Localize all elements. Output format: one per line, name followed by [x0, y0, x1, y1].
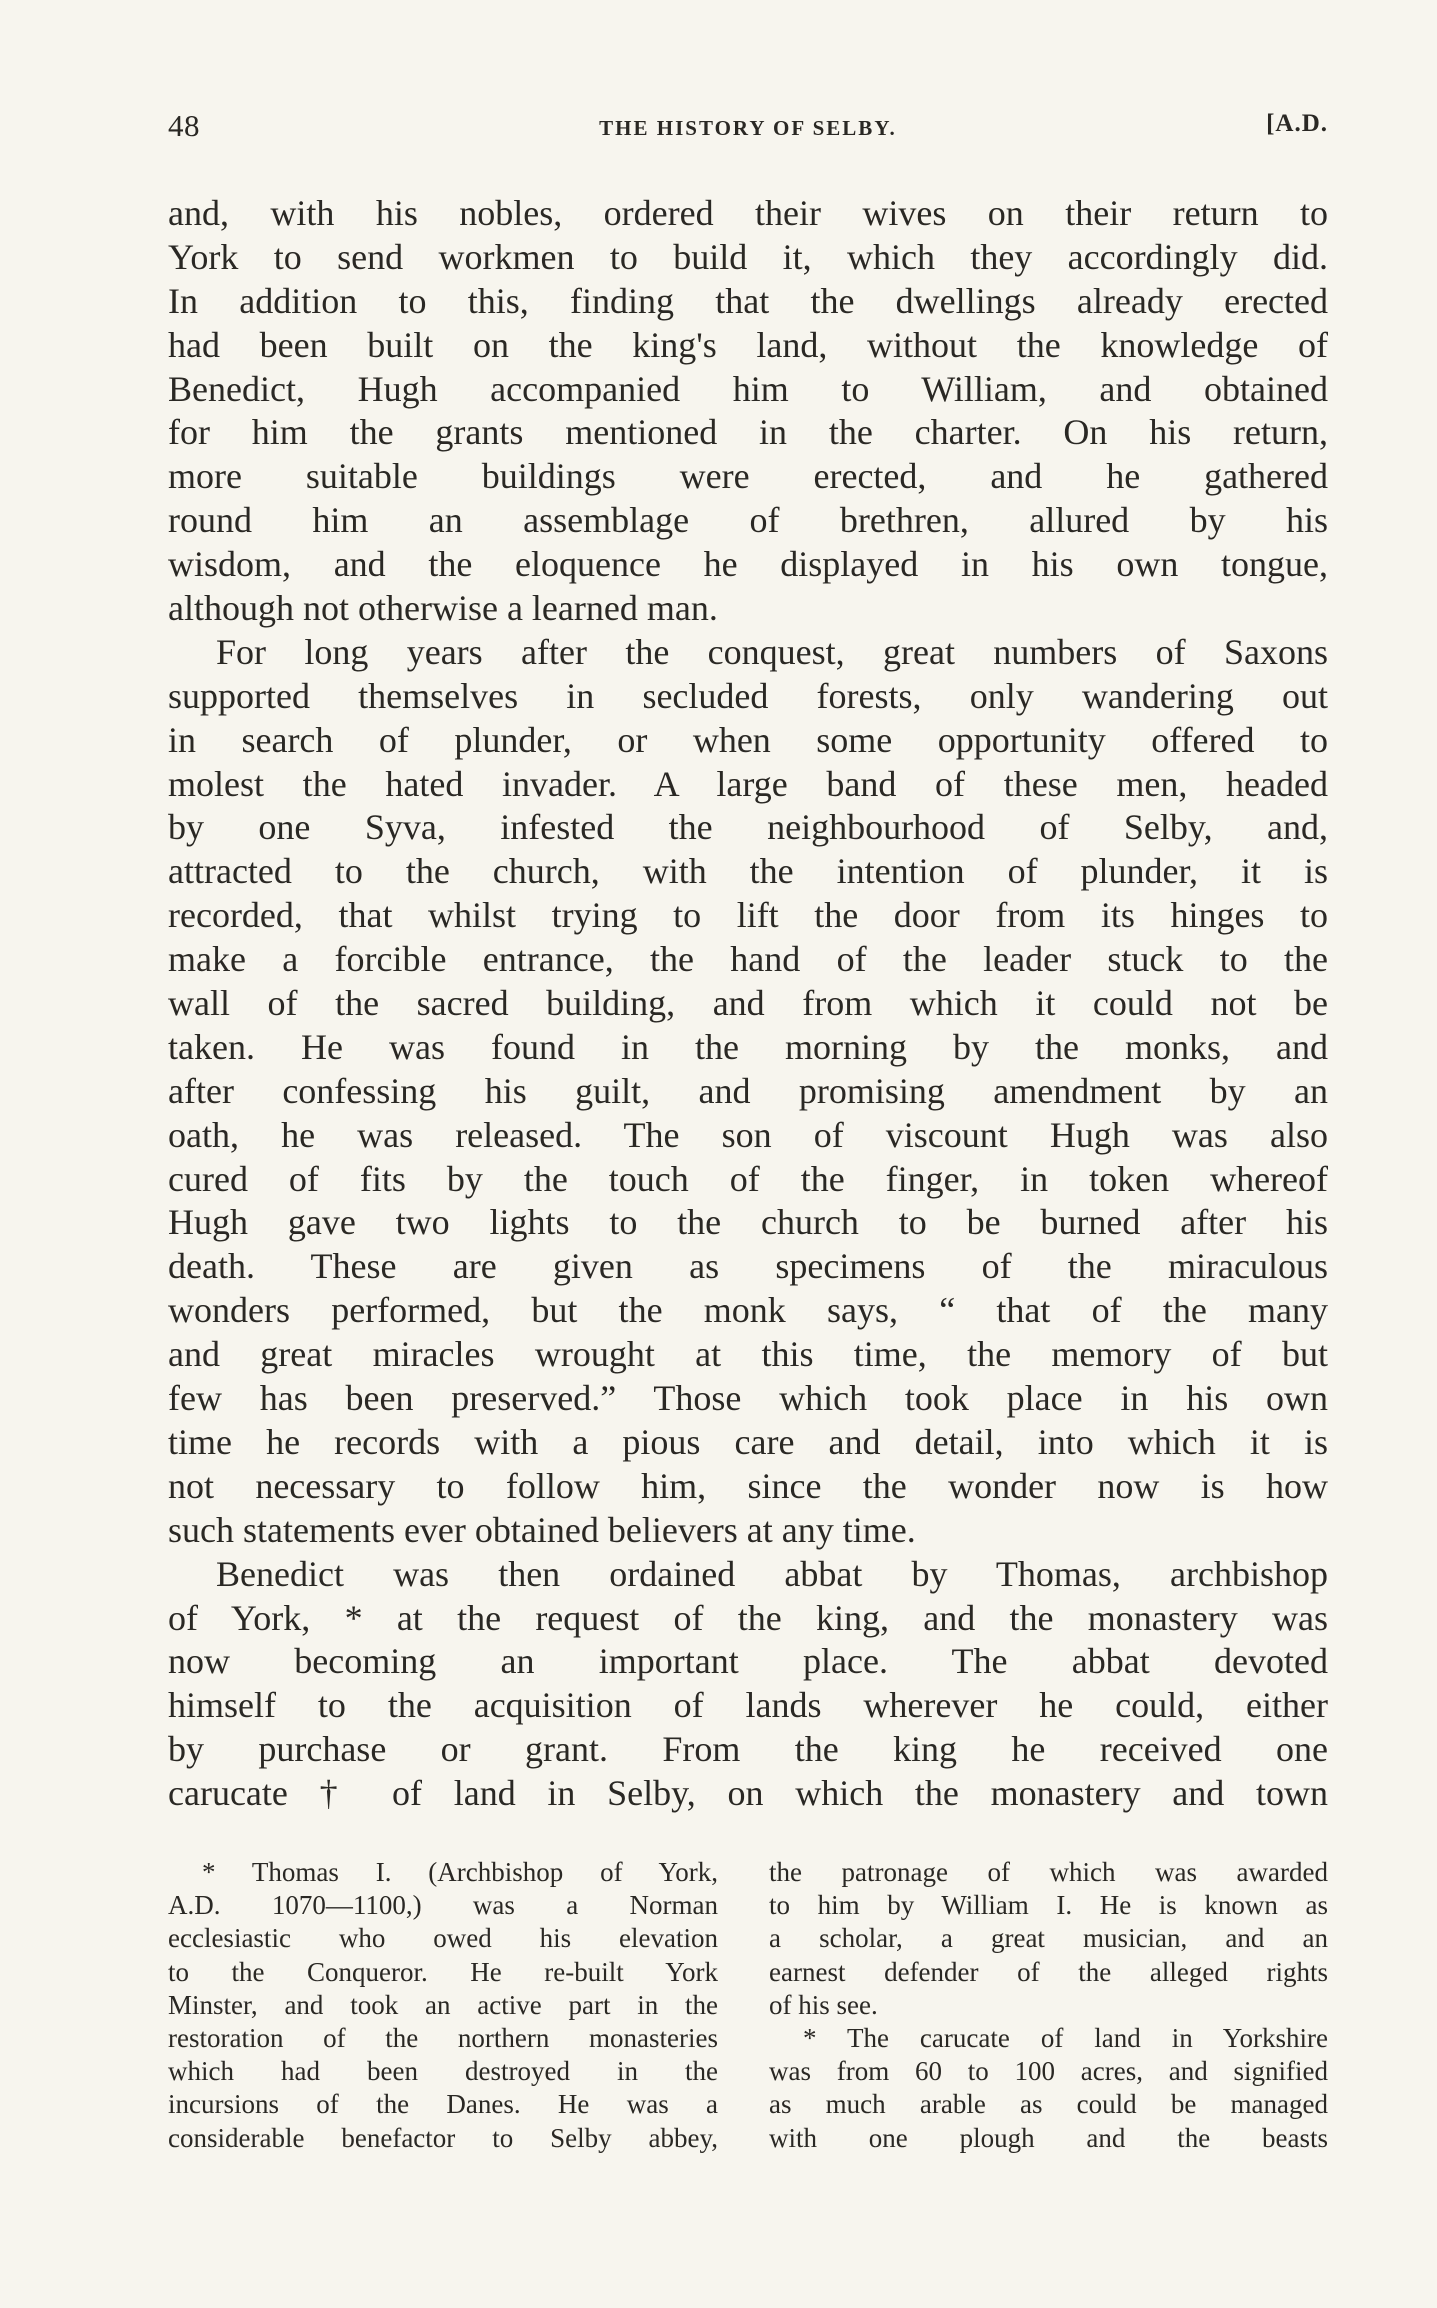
footnote-line: as much arable as could be managed — [769, 2089, 1328, 2120]
text-line: wonders performed, but the monk says, “ that of the many — [168, 1290, 1328, 1331]
text-line: not necessary to follow him, since the wonder now is how — [168, 1465, 1328, 1506]
text-line: York to send workmen to build it, which they accordingly did. — [168, 236, 1328, 277]
text-line: supported themselves in secluded forests, only wandering out — [168, 675, 1328, 716]
footnote-line: considerable benefactor to Selby abbey, — [168, 2122, 718, 2153]
footnote-column-left — [168, 1856, 718, 2155]
text-line: and, with his nobles, ordered their wives on their return to — [168, 193, 1328, 233]
text-line: time he records with a pious care and detail, into which it is — [168, 1421, 1328, 1462]
text-line: make a forcible entrance, the hand of the leader stuck to the — [168, 939, 1328, 980]
footnote-line: ecclesiastic who owed his elevation — [168, 1923, 718, 1954]
footnote-line: to him by William I. He is known as — [769, 1890, 1328, 1921]
text-line: of York, * at the request of the king, and the monastery was — [168, 1597, 1328, 1638]
era-mark: [A.D. — [1266, 110, 1328, 137]
text-line: although not otherwise a learned man. — [168, 588, 718, 629]
page-header — [168, 108, 1328, 148]
text-line: in search of plunder, or when some opportunity offered to — [168, 719, 1328, 760]
text-line: more suitable buildings were erected, and he gathered — [168, 456, 1328, 497]
text-line: had been built on the king's land, without the knowledge of — [168, 324, 1328, 365]
text-line: wisdom, and the eloquence he displayed in his own tongue, — [168, 544, 1328, 585]
text-line: recorded, that whilst trying to lift the door from its hinges to — [168, 895, 1328, 936]
footnote-line: was from 60 to 100 acres, and signified — [769, 2056, 1328, 2087]
footnote-line: of his see. — [769, 1989, 878, 2020]
text-line: for him the grants mentioned in the charter. On his return, — [168, 412, 1328, 453]
main-text — [168, 192, 1328, 1816]
text-line: In addition to this, finding that the dwellings already erected — [168, 280, 1328, 321]
footnote-line: * Thomas I. (Archbishop of York, — [202, 1857, 718, 1887]
text-line: now becoming an important place. The abbat devoted — [168, 1641, 1328, 1682]
text-line: wall of the sacred building, and from which it could not be — [168, 983, 1328, 1024]
text-line: Benedict, Hugh accompanied him to William, and obtained — [168, 368, 1328, 409]
footnote-line: * The carucate of land in Yorkshire — [803, 2022, 1328, 2053]
footnote-line: Minster, and took an active part in the — [168, 1989, 718, 2020]
text-line: Benedict was then ordained abbat by Thomas, archbishop — [216, 1553, 1328, 1594]
footnote-line: restoration of the northern monasteries — [168, 2022, 718, 2053]
running-title: THE HISTORY OF SELBY. — [599, 116, 897, 140]
text-line: after confessing his guilt, and promising amendment by an — [168, 1070, 1328, 1111]
footnote-line: a scholar, a great musician, and an — [769, 1923, 1328, 1954]
text-line: Hugh gave two lights to the church to be burned after his — [168, 1202, 1328, 1243]
footnote-column-right — [769, 1856, 1328, 2155]
text-line: and great miracles wrought at this time, the memory of but — [168, 1334, 1328, 1375]
text-line: round him an assemblage of brethren, allured by his — [168, 500, 1328, 541]
text-line: himself to the acquisition of lands wherever he could, either — [168, 1685, 1328, 1726]
page-number: 48 — [168, 108, 200, 143]
footnote-line: A.D. 1070—1100,) was a Norman — [168, 1890, 718, 1921]
text-line: oath, he was released. The son of viscount Hugh was also — [168, 1114, 1328, 1155]
footnote-line: to the Conqueror. He re-built York — [168, 1956, 718, 1987]
text-line: taken. He was found in the morning by the monks, and — [168, 1026, 1328, 1067]
footnote-line: which had been destroyed in the — [168, 2056, 718, 2087]
footnote-line: earnest defender of the alleged rights — [769, 1956, 1328, 1987]
text-line: such statements ever obtained believers at any time. — [168, 1509, 916, 1550]
text-line: molest the hated invader. A large band of these men, headed — [168, 763, 1328, 804]
footnote-line: incursions of the Danes. He was a — [168, 2089, 718, 2120]
text-line: cured of fits by the touch of the finger, in token whereof — [168, 1158, 1328, 1199]
text-line: by purchase or grant. From the king he received one — [168, 1729, 1328, 1770]
text-line: by one Syva, infested the neighbourhood of Selby, and, — [168, 807, 1328, 848]
text-line: For long years after the conquest, great numbers of Saxons — [216, 631, 1328, 672]
text-line: attracted to the church, with the intention of plunder, it is — [168, 851, 1328, 892]
text-line: death. These are given as specimens of the miraculous — [168, 1246, 1328, 1287]
footnote-line: with one plough and the beasts — [769, 2122, 1328, 2153]
footnote-line: the patronage of which was awarded — [769, 1857, 1328, 1887]
text-line: carucate † of land in Selby, on which the monastery and town — [168, 1773, 1328, 1814]
text-line: few has been preserved.” Those which took place in his own — [168, 1378, 1328, 1419]
